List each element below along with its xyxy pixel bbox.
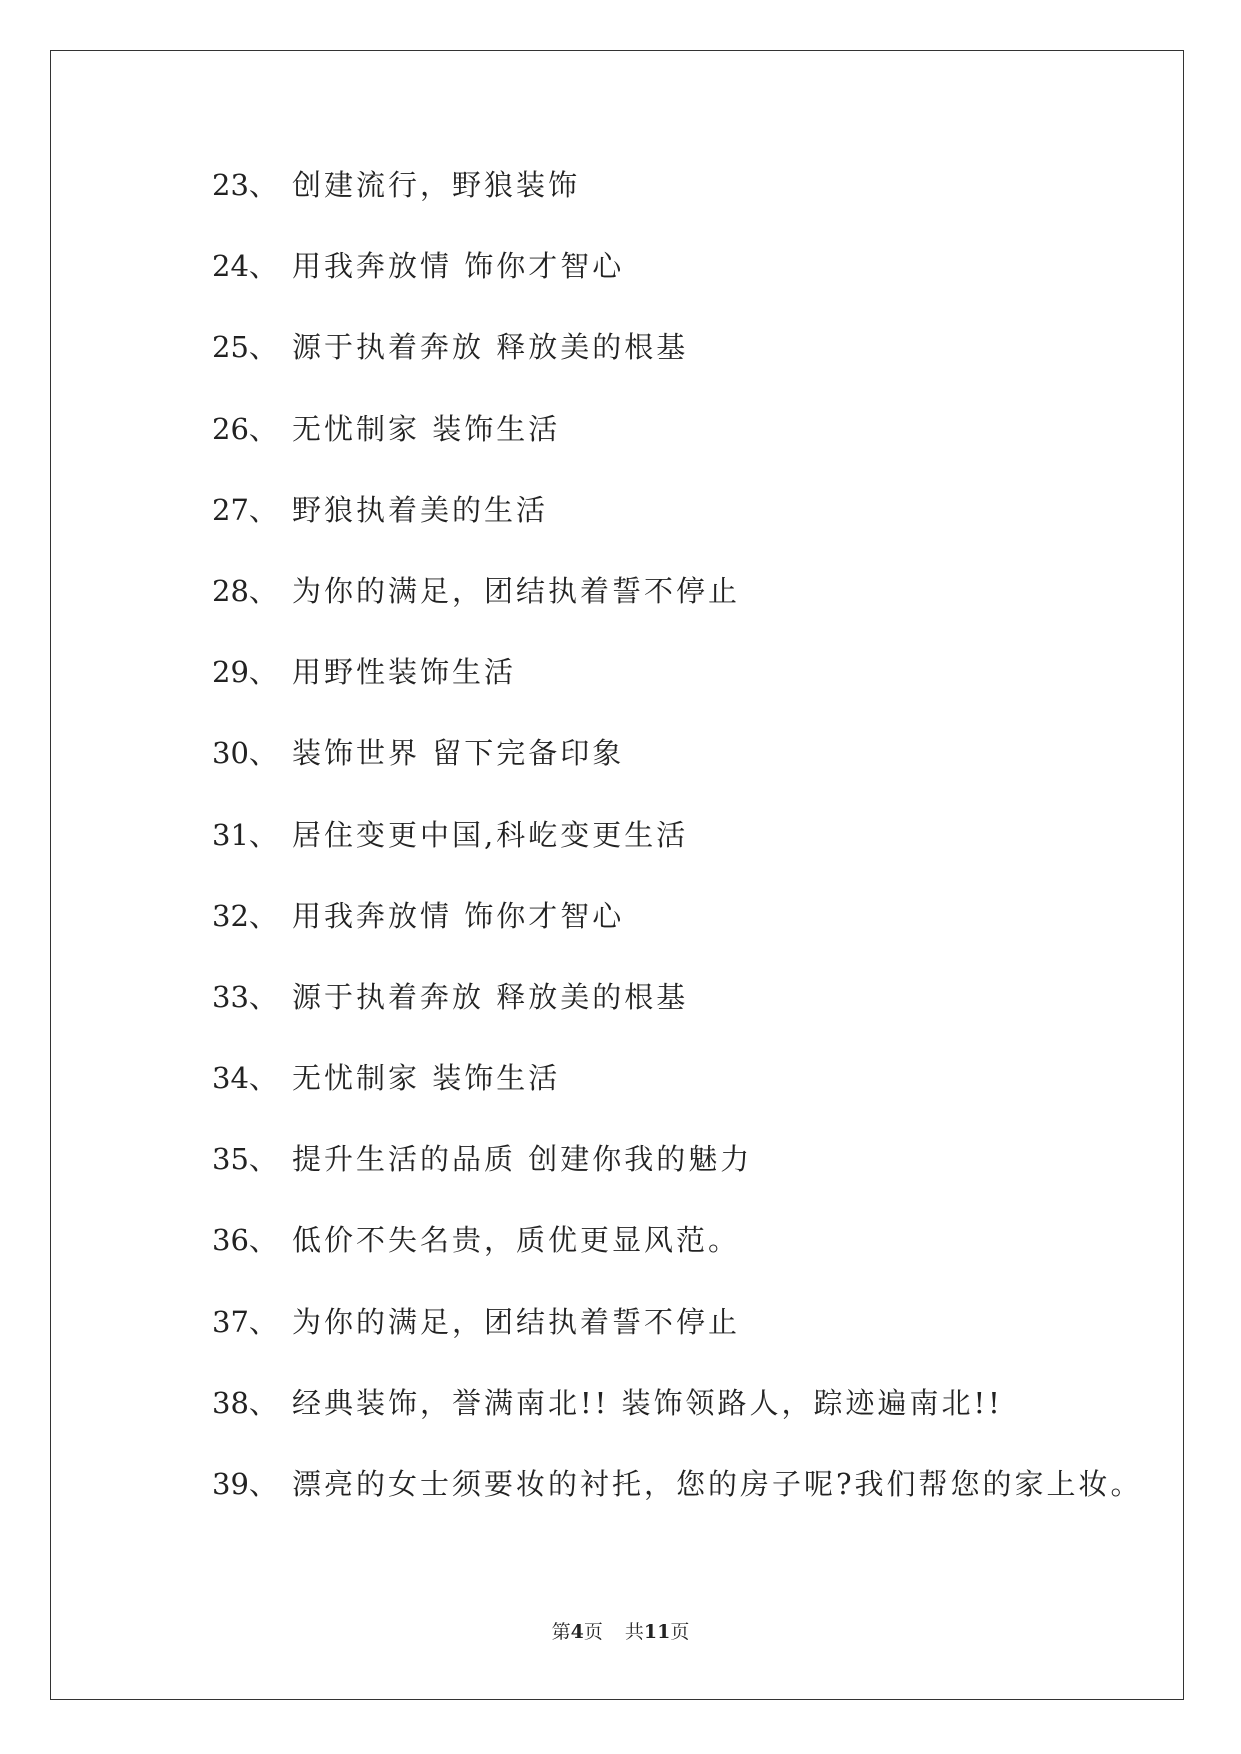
list-item — [212, 815, 1143, 896]
item-text: 创建流行，野狼装饰 — [292, 168, 581, 202]
item-text: 为你的满足，团结执着誓不停止 — [292, 573, 741, 608]
item-number: 35、 — [212, 1142, 278, 1177]
item-text: 漂亮的女士须要妆的衬托，您的房子呢?我们帮您的家上妆。 — [292, 1467, 1143, 1501]
list-item — [212, 165, 1143, 246]
item-text: 源于执着奔放 释放美的根基 — [292, 330, 689, 365]
item-number: 27、 — [212, 492, 278, 527]
item-text: 低价不失名贵，质优更显风范。 — [292, 1223, 741, 1258]
list-item — [212, 1383, 1143, 1464]
item-number: 24、 — [212, 249, 278, 284]
item-number: 33、 — [212, 979, 278, 1014]
page-prefix: 第 — [551, 1621, 571, 1643]
list-item — [212, 977, 1143, 1058]
list-item — [212, 1220, 1143, 1301]
item-number: 28、 — [212, 573, 278, 608]
item-number: 26、 — [212, 411, 278, 446]
item-number: 39、 — [212, 1467, 278, 1501]
list-item — [212, 1058, 1143, 1139]
item-number: 23、 — [212, 168, 278, 202]
list-item — [212, 896, 1143, 977]
item-text: 经典装饰，誉满南北!! 装饰领路人，踪迹遍南北!! — [292, 1385, 1003, 1420]
item-number: 29、 — [212, 655, 278, 690]
list-item — [212, 652, 1143, 733]
item-number: 31、 — [212, 817, 278, 852]
item-number: 34、 — [212, 1061, 278, 1096]
item-number: 36、 — [212, 1223, 278, 1258]
item-text: 装饰世界 留下完备印象 — [292, 736, 625, 771]
item-number: 32、 — [212, 898, 278, 933]
list-item — [212, 246, 1143, 327]
list-item — [212, 1139, 1143, 1220]
item-text: 居住变更中国,科屹变更生活 — [292, 817, 689, 852]
total-prefix: 共 — [624, 1621, 644, 1643]
item-number: 38、 — [212, 1385, 278, 1420]
item-text: 用我奔放情 饰你才智心 — [292, 249, 625, 284]
item-text: 提升生活的品质 创建你我的魅力 — [292, 1142, 753, 1177]
item-text: 无忧制家 装饰生活 — [292, 411, 561, 446]
item-text: 为你的满足，团结执着誓不停止 — [292, 1304, 741, 1339]
page-suffix: 页 — [583, 1621, 603, 1643]
list-item — [212, 1302, 1143, 1383]
page-current: 4 — [570, 1621, 584, 1643]
slogan-list — [212, 165, 1143, 1545]
list-item — [212, 409, 1143, 490]
list-item — [212, 327, 1143, 408]
list-item — [212, 1464, 1143, 1545]
item-text: 无忧制家 装饰生活 — [292, 1061, 561, 1096]
item-text: 野狼执着美的生活 — [292, 492, 549, 527]
page-footer — [0, 1619, 1241, 1645]
item-number: 30、 — [212, 736, 278, 771]
item-text: 用野性装饰生活 — [292, 655, 517, 690]
total-suffix: 页 — [670, 1621, 690, 1643]
item-text: 源于执着奔放 释放美的根基 — [292, 979, 689, 1014]
list-item — [212, 490, 1143, 571]
item-text: 用我奔放情 饰你才智心 — [292, 898, 625, 933]
item-number: 37、 — [212, 1304, 278, 1339]
list-item — [212, 733, 1143, 814]
page-total: 11 — [643, 1621, 671, 1643]
item-number: 25、 — [212, 330, 278, 365]
list-item — [212, 571, 1143, 652]
